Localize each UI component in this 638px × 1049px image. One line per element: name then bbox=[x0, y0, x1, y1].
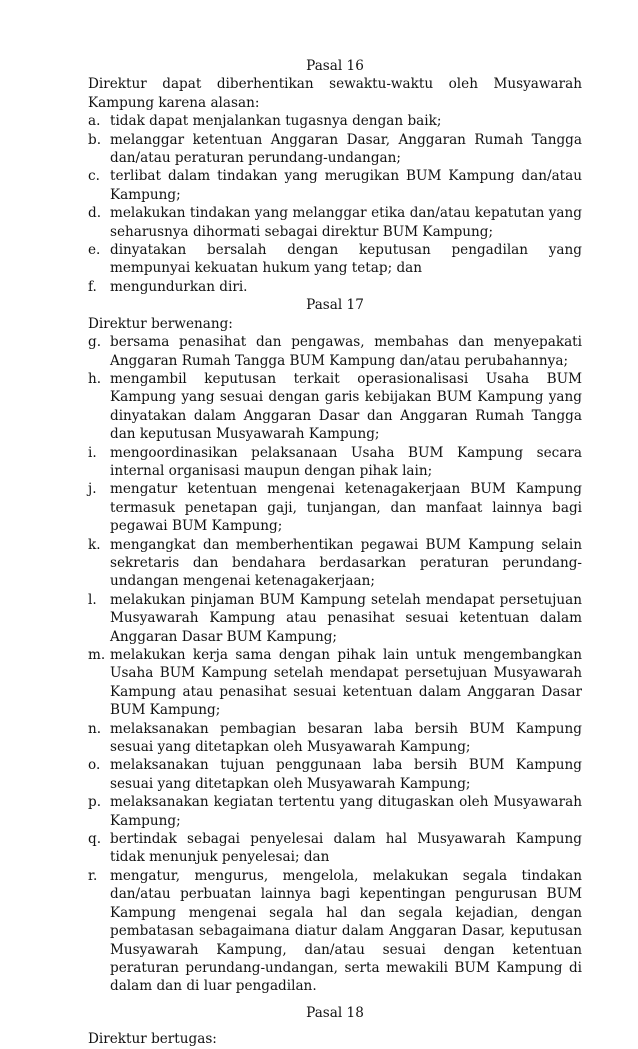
list-item bbox=[88, 793, 582, 830]
list-item bbox=[88, 131, 582, 168]
list-item-text: melaksanakan pembagian besaran laba bersih BUM Kampung sesuai yang ditetapkan oleh Musyawarah Kampung; bbox=[110, 720, 582, 756]
list-marker: j. bbox=[88, 481, 97, 498]
list-item bbox=[88, 756, 582, 793]
list-item bbox=[88, 646, 582, 720]
list-marker: m. bbox=[88, 647, 106, 663]
document-page bbox=[88, 57, 582, 1049]
list-item bbox=[88, 720, 582, 757]
list-item-text: melakukan kerja sama dengan pihak lain untuk mengembangkan Usaha BUM Kampung setelah mendapat persetujuan Musyawarah Kampung atau penasihat sesuai ketentuan dalam Anggaran Dasar BUM Kampung; bbox=[110, 647, 582, 719]
list-item bbox=[88, 167, 582, 204]
list-item bbox=[88, 867, 582, 996]
list-item bbox=[88, 370, 582, 444]
list-marker: q. bbox=[88, 831, 102, 848]
list-item-text: melaksanakan kegiatan tertentu yang ditugaskan oleh Musyawarah Kampung; bbox=[110, 794, 582, 829]
list-item-text: melanggar ketentuan Anggaran Dasar, Anggaran Rumah Tangga dan/atau peraturan perundang-undangan; bbox=[110, 131, 582, 167]
list-marker: k. bbox=[88, 536, 101, 553]
list-item-text: mengatur ketentuan mengenai ketenagakerjaan BUM Kampung termasuk penetapan gaji, tunjangan, dan manfaat lainnya bagi pegawai BUM Kampung; bbox=[110, 481, 582, 535]
pasal-17-heading: Pasal 17 bbox=[306, 297, 364, 314]
pasal-16-list bbox=[88, 112, 582, 296]
list-item bbox=[88, 204, 582, 241]
list-item bbox=[88, 333, 582, 370]
list-marker: g. bbox=[88, 334, 102, 351]
list-marker: a. bbox=[88, 113, 101, 130]
list-marker: f. bbox=[88, 278, 97, 295]
list-item bbox=[88, 591, 582, 646]
pasal-18-intro: Direktur bertugas: bbox=[88, 1031, 217, 1048]
list-item bbox=[88, 112, 582, 130]
list-marker: r. bbox=[88, 867, 98, 884]
list-item-text: mengatur, mengurus, mengelola, melakukan segala tindakan dan/atau perbuatan lainnya bagi kepentingan pengurusan BUM Kampung mengenai segala hal dan segala kejadian, dengan pembatasan sebagaimana diatur dalam Anggaran Dasar, keputusan Musyawarah Kampung, dan/atau sesuai dengan ketentuan peraturan perundang-undangan, serta mewakili BUM Kampung di dalam dan di luar pengadilan. bbox=[110, 867, 582, 995]
list-item-text: melaksanakan tujuan penggunaan laba bersih BUM Kampung sesuai yang ditetapkan oleh Musyawarah Kampung; bbox=[110, 757, 582, 792]
list-item bbox=[88, 536, 582, 591]
list-item-text: mengoordinasikan pelaksanaan Usaha BUM Kampung secara internal organisasi maupun dengan pihak lain; bbox=[110, 444, 582, 479]
list-item-text: mengambil keputusan terkait operasionalisasi Usaha BUM Kampung yang sesuai dengan garis kebijakan BUM Kampung yang dinyatakan dalam Anggaran Dasar dan Anggaran Rumah Tangga dan keputusan Musyawarah Kampung; bbox=[110, 370, 582, 443]
list-marker: h. bbox=[88, 370, 102, 387]
list-marker: d. bbox=[88, 205, 102, 222]
list-item bbox=[88, 278, 582, 296]
list-marker: c. bbox=[88, 168, 100, 185]
list-item-text: melakukan tindakan yang melanggar etika dan/atau kepatutan yang seharusnya dihormati sebagai direktur BUM Kampung; bbox=[110, 205, 582, 240]
list-item-text: bersama penasihat dan pengawas, membahas dan menyepakati Anggaran Rumah Tangga BUM Kampung dan/atau perubahannya; bbox=[110, 334, 582, 369]
list-marker: n. bbox=[88, 720, 102, 737]
list-item-text: tidak dapat menjalankan tugasnya dengan baik; bbox=[110, 113, 442, 130]
list-item-text: melakukan pinjaman BUM Kampung setelah mendapat persetujuan Musyawarah Kampung atau penasihat sesuai ketentuan dalam Anggaran Dasar BUM Kampung; bbox=[110, 591, 582, 645]
list-marker: e. bbox=[88, 242, 101, 259]
list-item bbox=[88, 830, 582, 867]
list-item-text: mengangkat dan memberhentikan pegawai BUM Kampung selain sekretaris dan bendahara berdasarkan peraturan perundang-undangan mengenai ketenagakerjaan; bbox=[110, 536, 582, 590]
pasal-16-intro: Direktur dapat diberhentikan sewaktu-waktu oleh Musyawarah Kampung karena alasan: bbox=[88, 76, 582, 111]
list-item-text: dinyatakan bersalah dengan keputusan pengadilan yang mempunyai kekuatan hukum yang tetap; dan bbox=[110, 242, 582, 277]
list-marker: p. bbox=[88, 794, 102, 811]
list-item bbox=[88, 241, 582, 278]
list-item-text: mengundurkan diri. bbox=[110, 278, 248, 295]
list-marker: o. bbox=[88, 757, 101, 774]
pasal-16-heading: Pasal 16 bbox=[306, 58, 364, 74]
pasal-18-heading: Pasal 18 bbox=[306, 1004, 364, 1021]
pasal-17-list bbox=[88, 333, 582, 996]
pasal-17-intro: Direktur berwenang: bbox=[88, 315, 233, 332]
list-marker: l. bbox=[88, 591, 97, 608]
list-marker: b. bbox=[88, 131, 102, 148]
list-marker: i. bbox=[88, 444, 97, 461]
list-item-text: bertindak sebagai penyelesai dalam hal Musyawarah Kampung tidak menunjuk penyelesai; dan bbox=[110, 831, 582, 866]
list-item bbox=[88, 480, 582, 535]
list-item bbox=[88, 444, 582, 481]
list-item-text: terlibat dalam tindakan yang merugikan BUM Kampung dan/atau Kampung; bbox=[110, 168, 582, 203]
